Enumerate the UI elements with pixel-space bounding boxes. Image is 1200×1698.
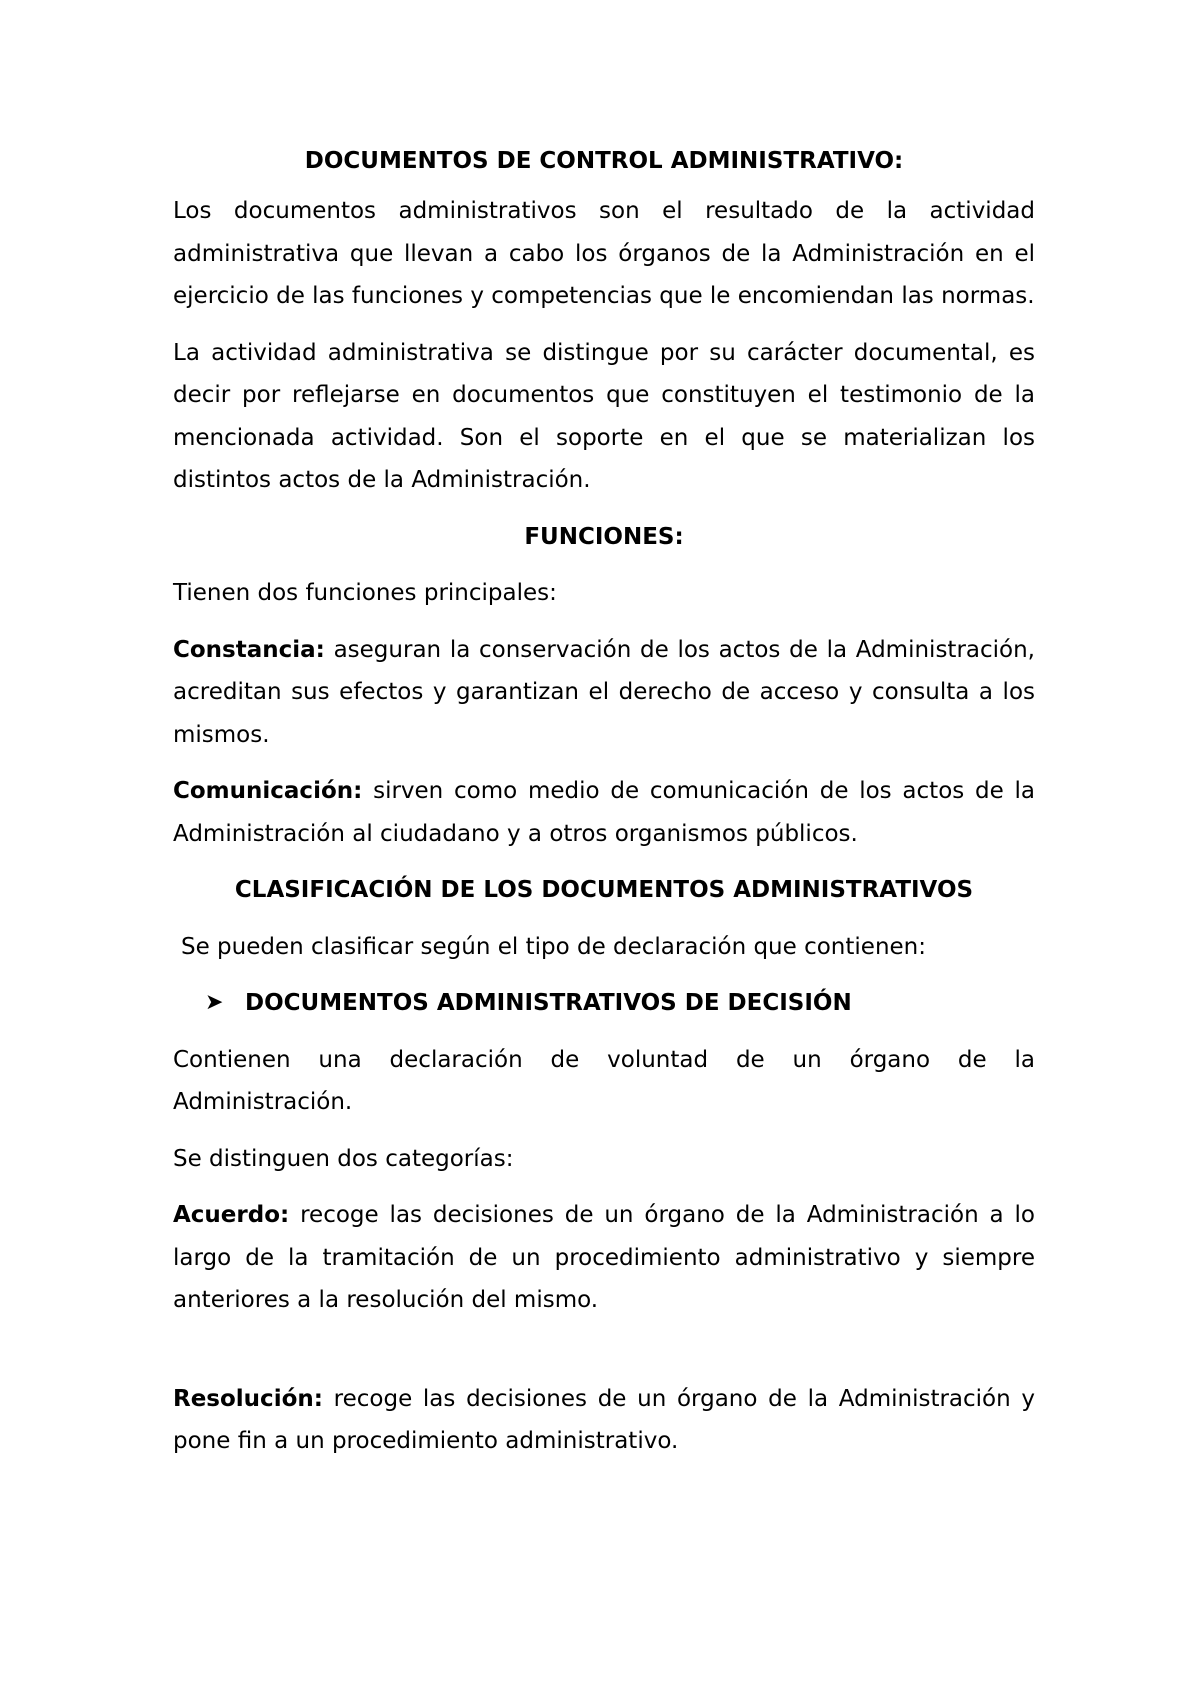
acuerdo-term: Acuerdo: xyxy=(173,1202,290,1228)
intro-paragraph-2: La actividad administrativa se distingue por su carácter documental, es decir por reflejarse en documentos que constituyen el testimonio de la mencionada actividad. Son el soporte en el que se materializan los distintos actos de la Administración. xyxy=(173,339,1035,493)
intro-paragraph-1: Los documentos administrativos son el resultado de la actividad administrativa que llevan a cabo los órganos de la Administración en el ejercicio de las funciones y competencias que le encomiendan las normas. xyxy=(173,198,1035,309)
funciones-heading: FUNCIONES: xyxy=(524,523,684,550)
resolucion-text: recoge las decisiones de un órgano de la Administración y pone fin a un procedimiento administrativo. xyxy=(173,1385,1035,1454)
acuerdo-text: recoge las decisiones de un órgano de la Administración a lo largo de la tramitación de un procedimiento administrativo y siempre anteriores a la resolución del mismo. xyxy=(173,1202,1035,1313)
decision-paragraph: Contienen una declaración de voluntad de un órgano de la Administración. xyxy=(173,1046,1035,1115)
categorias-intro: Se distinguen dos categorías: xyxy=(173,1145,514,1172)
resolucion-term: Resolución: xyxy=(173,1385,323,1412)
decision-heading: DOCUMENTOS ADMINISTRATIVOS DE DECISIÓN xyxy=(245,990,852,1016)
constancia-paragraph xyxy=(173,629,1035,757)
document-page xyxy=(173,146,1035,1477)
comunicacion-term: Comunicación: xyxy=(173,778,363,804)
clasificacion-intro: Se pueden clasificar según el tipo de declaración que contienen: xyxy=(181,933,926,960)
acuerdo-paragraph xyxy=(173,1194,1035,1322)
decision-heading-row xyxy=(173,982,1035,1025)
document-title: DOCUMENTOS DE CONTROL ADMINISTRATIVO: xyxy=(304,148,904,174)
comunicacion-text: sirven como medio de comunicación de los actos de la Administración al ciudadano y a otros organismos públicos. xyxy=(173,778,1035,847)
comunicacion-paragraph xyxy=(173,770,1035,855)
clasificacion-heading: CLASIFICACIÓN DE LOS DOCUMENTOS ADMINISTRATIVOS xyxy=(234,877,974,903)
arrow-bullet-icon: ➤ xyxy=(205,990,224,1015)
resolucion-paragraph xyxy=(173,1378,1035,1463)
constancia-term: Constancia: xyxy=(173,636,325,663)
constancia-text: aseguran la conservación de los actos de la Administración, acreditan sus efectos y garantizan el derecho de acceso y consulta a los mismos. xyxy=(173,636,1035,748)
funciones-intro: Tienen dos funciones principales: xyxy=(173,580,557,606)
blank-line xyxy=(173,1336,1035,1378)
